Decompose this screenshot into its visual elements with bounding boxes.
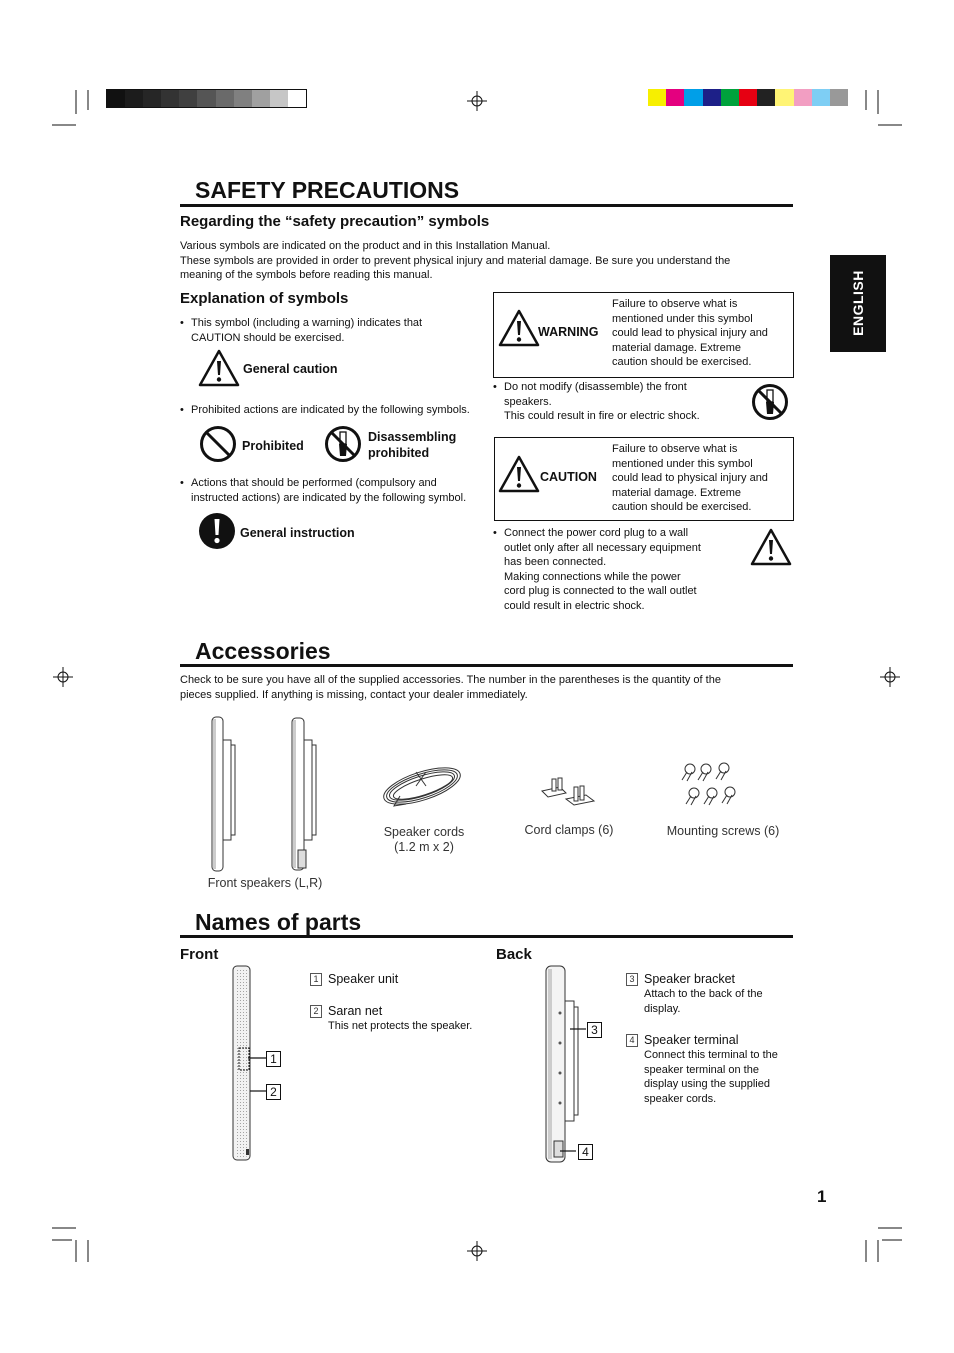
part-desc: display. <box>644 1002 681 1015</box>
front-heading: Front <box>180 946 219 963</box>
bullet-text: Do not modify (disassemble) the front <box>504 381 687 393</box>
warning-icon <box>498 309 540 347</box>
accessory-cord-clamps-label: Cord clamps (6) <box>524 823 614 837</box>
callout-2: 2 <box>266 1084 281 1100</box>
caution-label: CAUTION <box>540 470 597 484</box>
calibration-swatch <box>125 90 143 107</box>
calibration-swatch <box>252 90 270 107</box>
accessories-intro <box>180 673 790 702</box>
grayscale-calibration-bar <box>106 89 307 108</box>
warning-text <box>612 297 790 370</box>
language-tab <box>830 255 886 352</box>
caution-text-line: Failure to observe what is <box>612 443 738 455</box>
warning-bullet: • Do not modify (disassemble) the front speakers. This could result in fire or electric shock. <box>493 380 738 424</box>
explanation-heading: Explanation of symbols <box>180 290 349 307</box>
mounting-screws-illustration <box>680 760 740 812</box>
bullet-text: CAUTION should be exercised. <box>191 331 345 344</box>
accessories-intro-line: Check to be sure you have all of the supplied accessories. The number in the parentheses is the quantity of the <box>180 674 721 686</box>
warning-label: WARNING <box>538 325 599 339</box>
part-desc: Connect this terminal to the <box>644 1049 778 1061</box>
calibration-swatch <box>703 89 721 106</box>
calibration-swatch <box>830 89 848 106</box>
bullet-text: could result in electric shock. <box>504 599 645 612</box>
parts-title: Names of parts <box>195 909 362 935</box>
caution-text-line: caution should be exercised. <box>612 501 752 513</box>
accessories-title-rule <box>180 664 793 667</box>
front-speaker-drawing <box>230 963 290 1163</box>
warning-text-line: could lead to physical injury and <box>612 327 768 339</box>
bullet-text: Connect the power cord plug to a wall <box>504 527 689 539</box>
callout-4: 4 <box>578 1144 593 1160</box>
bullet-text: Prohibited actions are indicated by the following symbols. <box>191 404 470 416</box>
bullet-text: This symbol (including a warning) indicates that <box>191 317 423 329</box>
disassembling-prohibited-icon <box>324 425 362 463</box>
callout-1: 1 <box>266 1051 281 1067</box>
part-desc: speaker cords. <box>644 1092 717 1105</box>
symbol-bullet-prohibited: • Prohibited actions are indicated by the following symbols. <box>180 403 490 418</box>
caution-text-line: mentioned under this symbol <box>612 457 753 470</box>
back-speaker-drawing <box>540 963 610 1165</box>
part-title: Saran net <box>328 1004 383 1018</box>
front-speakers-illustration <box>205 715 325 875</box>
regarding-heading: Regarding the “safety precaution” symbols <box>180 213 490 230</box>
general-caution-label: General caution <box>243 362 338 376</box>
prohibited-label: Prohibited <box>242 439 304 453</box>
safety-intro-line: meaning of the symbols before reading this manual. <box>180 269 433 281</box>
part-number: 1 <box>310 973 322 986</box>
general-instruction-icon <box>198 512 236 550</box>
bullet-text: Actions that should be performed (compulsory and <box>191 477 437 489</box>
general-instruction-label: General instruction <box>240 526 355 540</box>
accessory-mounting-screws-label: Mounting screws (6) <box>666 824 780 838</box>
warning-text-line: caution should be exercised. <box>612 356 752 368</box>
part-item-saran-net <box>310 1004 490 1034</box>
bullet-text: has been connected. <box>504 556 607 568</box>
bullet-text: cord plug is connected to the wall outlet <box>504 585 697 597</box>
bullet-text: Making connections while the power <box>504 570 681 583</box>
symbol-bullet-caution: • This symbol (including a warning) indicates that CAUTION should be exercised. <box>180 316 480 345</box>
accessories-title: Accessories <box>195 638 331 664</box>
bullet-text: This could result in fire or electric shock. <box>504 410 700 422</box>
bullet-text: speakers. <box>504 395 552 408</box>
bullet-text: outlet only after all necessary equipment <box>504 541 701 554</box>
calibration-swatch <box>197 90 215 107</box>
calibration-swatch <box>721 89 739 106</box>
back-heading: Back <box>496 946 532 963</box>
safety-title-rule <box>180 204 793 207</box>
cord-clamps-illustration <box>540 775 598 809</box>
general-caution-icon <box>750 528 792 566</box>
bullet-text: instructed actions) are indicated by the following symbol. <box>191 491 467 504</box>
prohibited-icon <box>199 425 237 463</box>
safety-intro <box>180 239 780 283</box>
part-title: Speaker bracket <box>644 972 736 986</box>
calibration-swatch <box>812 89 830 106</box>
calibration-swatch <box>775 89 793 106</box>
safety-intro-line: Various symbols are indicated on the product and in this Installation Manual. <box>180 240 551 252</box>
part-number: 3 <box>626 973 638 986</box>
calibration-swatch <box>161 90 179 107</box>
calibration-swatch <box>107 90 125 107</box>
caution-text-line: material damage. Extreme <box>612 486 741 499</box>
accessory-front-speakers-label: Front speakers (L,R) <box>207 876 323 890</box>
callout-3: 3 <box>587 1022 602 1038</box>
calibration-swatch <box>234 90 252 107</box>
accessory-speaker-cords-label <box>364 825 484 855</box>
speaker-cords-name: Speaker cords <box>383 825 465 839</box>
part-desc: Attach to the back of the <box>644 988 763 1000</box>
calibration-swatch <box>739 89 757 106</box>
warning-text-line: material damage. Extreme <box>612 341 741 354</box>
caution-icon <box>498 455 540 493</box>
color-calibration-bar <box>648 89 848 106</box>
calibration-swatch <box>179 90 197 107</box>
calibration-swatch <box>143 90 161 107</box>
calibration-swatch <box>216 90 234 107</box>
symbol-bullet-instruction: • Actions that should be performed (compulsory and instructed actions) are indicated by the following symbol. <box>180 476 480 505</box>
part-item-speaker-terminal <box>626 1033 806 1106</box>
warning-text-line: Failure to observe what is <box>612 298 738 310</box>
part-desc: display using the supplied <box>644 1078 770 1090</box>
safety-title: SAFETY PRECAUTIONS <box>195 177 460 203</box>
calibration-swatch <box>270 90 288 107</box>
parts-title-rule <box>180 935 793 938</box>
label-line: Disassembling <box>368 430 457 444</box>
label-line: prohibited <box>368 446 430 460</box>
accessories-intro-line: pieces supplied. If anything is missing, contact your dealer immediately. <box>180 688 528 701</box>
calibration-swatch <box>648 89 666 106</box>
caution-bullet: • Connect the power cord plug to a wall outlet only after all necessary equipment has been connected. Making connections while the power cord plug is connected to the wall outlet could result in electric shock. <box>493 526 738 613</box>
calibration-swatch <box>794 89 812 106</box>
part-desc: speaker terminal on the <box>644 1063 759 1076</box>
language-tab-label: ENGLISH <box>850 270 866 336</box>
caution-text-line: could lead to physical injury and <box>612 472 768 484</box>
calibration-swatch <box>288 90 306 107</box>
part-number: 2 <box>310 1005 322 1018</box>
part-desc: This net protects the speaker. <box>328 1020 473 1032</box>
page-number: 1 <box>817 1187 827 1206</box>
part-title: Speaker terminal <box>644 1033 739 1047</box>
part-item-speaker-bracket <box>626 972 806 1016</box>
calibration-swatch <box>684 89 702 106</box>
calibration-swatch <box>757 89 775 106</box>
caution-text <box>612 442 790 515</box>
part-item-speaker-unit <box>310 972 485 987</box>
warning-text-line: mentioned under this symbol <box>612 312 753 325</box>
speaker-cords-length: (1.2 m x 2) <box>394 840 454 854</box>
calibration-swatch <box>666 89 684 106</box>
part-number: 4 <box>626 1034 638 1047</box>
safety-intro-line: These symbols are provided in order to prevent physical injury and material damage. Be sure you understand the <box>180 254 731 267</box>
disassembling-prohibited-label <box>368 429 456 461</box>
part-title: Speaker unit <box>328 972 399 986</box>
disassembling-prohibited-icon <box>751 383 789 421</box>
general-caution-icon <box>198 349 240 387</box>
speaker-cords-illustration <box>378 760 468 812</box>
